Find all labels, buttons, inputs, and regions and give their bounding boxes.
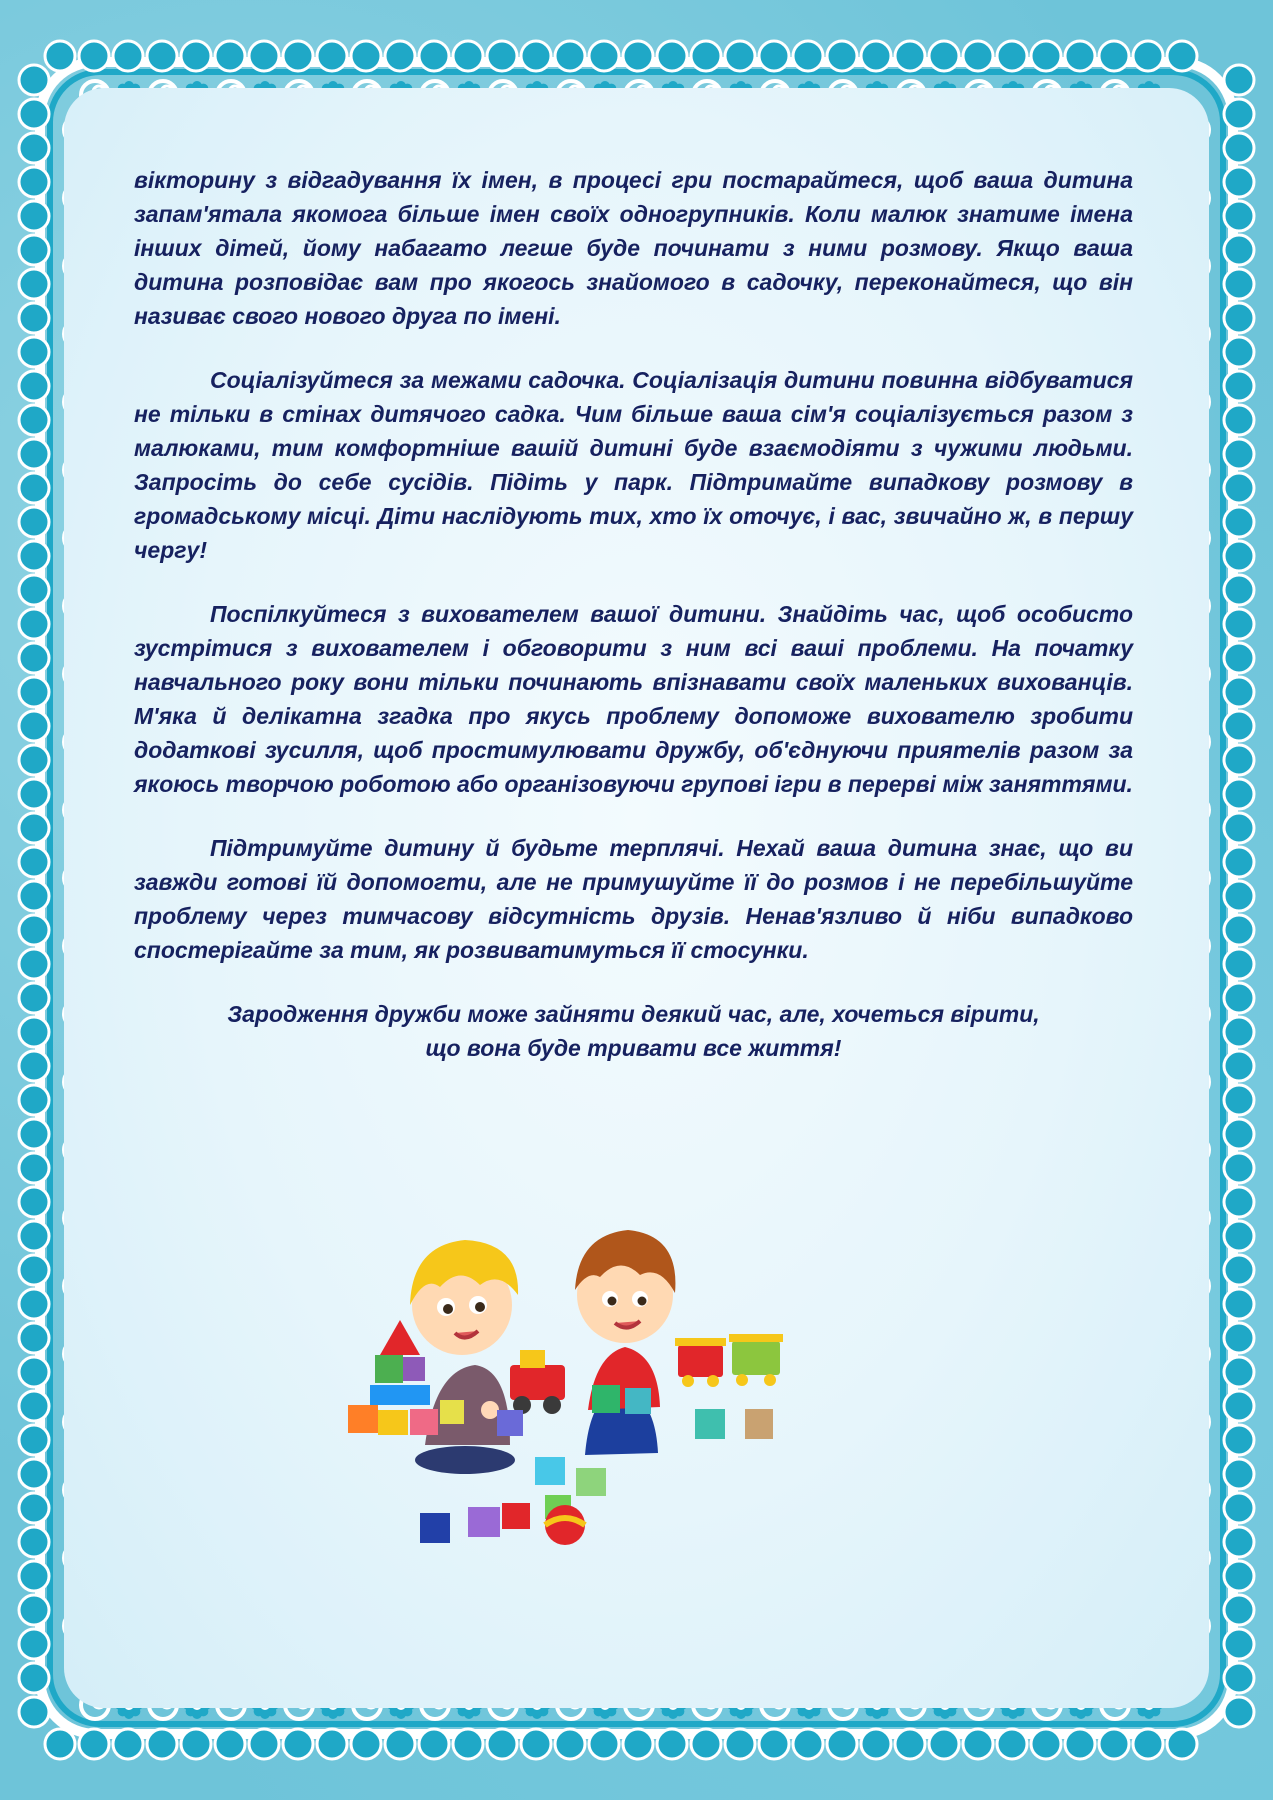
closing-statement [134,997,1133,1065]
blond-boy-icon [410,1240,518,1474]
paragraph-quiz-names: вікторину з відгадування їх імен, в процесі гри постарайтеся, щоб ваша дитина запам'ятала якомога більше імен своїх одногрупників. Коли малюк знатиме імена інших дітей, йому набагато легше буде починати з ними розмову. Якщо ваша дитина розповідає вам про якогось знайомого в садочку, переконайтеся, що він називає свого нового друга по імені. [134,167,1133,329]
children-playing-blocks-illustration [340,1195,860,1555]
brown-haired-boy-icon [575,1230,675,1455]
paragraph-socialize: Соціалізуйтеся за межами садочка. Соціалізація дитини повинна відбуватися не тільки в стінах дитячого садка. Чим більше ваша сім'я соціалізується разом з малюками, тим комфортніше вашій дитині буде взаємодіяти з чужими людьми. Запросіть до себе сусідів. Підіть у парк. Підтримайте випадкову розмову в громадському місці. Діти наслідують тих, хто їх оточує, і вас, звичайно ж, в першу чергу! [134,367,1133,563]
closing-line-1: Зародження дружби може зайняти деякий час, але, хочеться вірити, [227,1001,1040,1027]
article-text [134,163,1133,1065]
closing-line-2: що вона буде тривати все життя! [425,1035,842,1061]
paragraph-patience: Підтримуйте дитину й будьте терплячі. Нехай ваша дитина знає, що ви завжди готові їй допомогти, але не примушуйте її до розмов і не перебільшуйте проблему через тимчасову відсутність друзів. Ненав'язливо й ніби випадково спостерігайте за тим, як розвиватимуться її стосунки. [134,835,1133,963]
paragraph-teacher: Поспілкуйтеся з вихователем вашої дитини. Знайдіть час, щоб особисто зустрітися з вихователем і обговорити з ним всі ваші проблеми. На початку навчального року вони тільки починають впізнавати своїх маленьких вихованців. М'яка й делікатна згадка про якусь проблему допоможе вихователю зробити додаткові зусилля, щоб простимулювати дружбу, об'єднуючи приятелів разом за якоюсь творчою роботою або організовуючи групові ігри в перерві між заняттями. [134,601,1133,797]
